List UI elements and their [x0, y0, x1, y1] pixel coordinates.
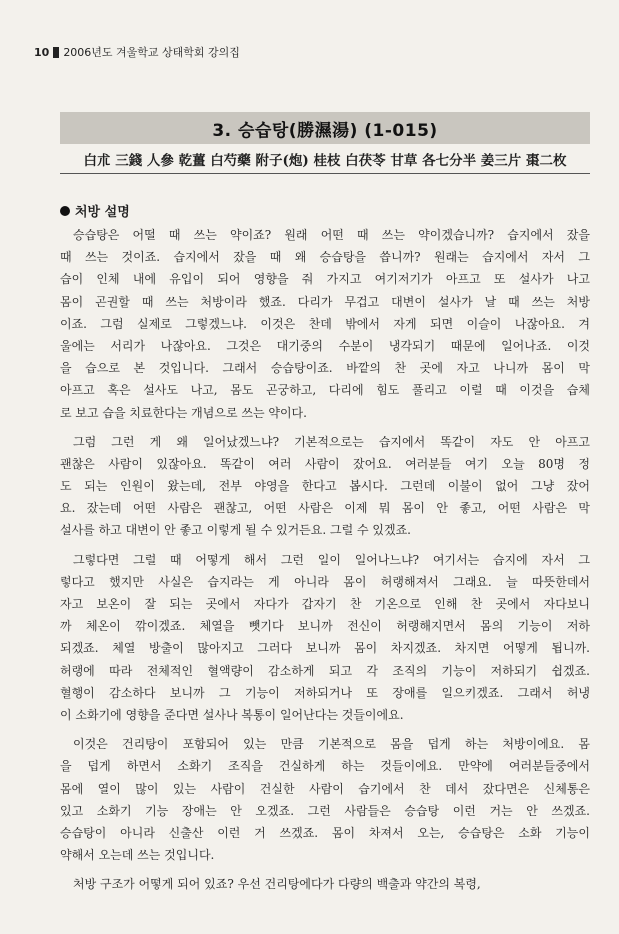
paragraph-line: 약해서 오는데 쓰는 것입니다.: [60, 848, 215, 863]
paragraph-line: 혈행이 감소하다 보니까 그 기능이 저하되거나 또 장애를 일으키겠죠. 그래서 허냉: [60, 685, 590, 700]
paragraph-gap: [60, 866, 590, 873]
page-number: 10: [34, 45, 50, 59]
body-text: [60, 224, 590, 895]
paragraph-line: 이것은 건리탕이 포함되어 있는 만큼 기본적으로 몸을 덥게 하는 처방이에요. 몸: [73, 737, 590, 752]
page-header: [34, 44, 240, 60]
section-title: 3. 승습탕(勝濕湯) (1-015): [212, 120, 438, 141]
paragraph-line: 이죠. 그럼 실제로 그렇겠느냐. 이것은 찬데 밖에서 자게 되면 이슬이 나잖아요. 겨: [60, 316, 590, 331]
section-title-band: [60, 112, 590, 144]
paragraph-line: 렇다고 했지만 사실은 습지라는 게 아니라 몸이 허랭해져서 그래요. 늘 따뜻한데서: [60, 574, 590, 589]
paragraph-line: 아프고 혹은 설사도 나고, 몸도 곤궁하고, 다리에 힘도 풀리고 이럴 때 이것을 습체: [60, 383, 590, 398]
paragraph-line: 을 습으로 본 것입니다. 그래서 승습탕이죠. 바깥의 찬 곳에 자고 나니까 몸이 막: [60, 361, 590, 376]
paragraph-line: 승습탕이 아니라 신출산 이런 거 쓰겠죠. 몸이 차져서 오는, 승습탕은 소화 기능이: [60, 825, 590, 840]
paragraph-line: 몸이 곤권할 때 쓰는 처방이라 했죠. 다리가 무겁고 대변이 설사가 날 때 쓰는 처방: [60, 294, 590, 309]
paragraph-gap: [60, 424, 590, 431]
paragraph-line: 허랭에 따라 전체적인 혈액량이 감소하게 되고 각 조직의 기능이 저하되기 쉽겠죠.: [60, 663, 590, 678]
section-heading-text: 처방 설명: [75, 205, 130, 220]
bullet-icon: [60, 206, 70, 216]
paragraph-line: 자고 보온이 잘 되는 곳에서 자다가 갑자기 찬 기온으로 인해 찬 곳에서 자다보니: [60, 597, 590, 611]
paragraph-line: 때 쓰는 것이죠. 습지에서 잤을 때 왜 승습탕을 씁니까? 원래는 습지에서 자서 그: [60, 250, 590, 265]
paragraph-gap: [60, 726, 590, 733]
paragraph-gap: [60, 542, 590, 549]
paragraph: [60, 431, 590, 542]
paragraph-line: 습이 인체 내에 유입이 되어 영향을 줘 가지고 여기저기가 아프고 또 설사가 나고: [60, 272, 590, 287]
paragraph-line: 몸에 열이 많이 있는 사람이 건실한 사람이 습기에서 찬 데서 잤다면은 신체통은: [60, 781, 590, 796]
paragraph-line: 설사를 하고 대변이 안 좋고 이렇게 될 수 있거든요. 그럴 수 있겠죠.: [60, 523, 411, 538]
prescription-ingredients: [60, 148, 590, 170]
paragraph-line: 요. 잤는데 어떤 사람은 괜찮고, 어떤 사람은 이제 뭐 몸이 안 좋고, 어떤 사람은 막: [60, 501, 590, 516]
paragraph-line: 이 소화기에 영향을 준다면 설사나 복통이 일어난다는 것들이에요.: [60, 707, 404, 722]
paragraph: [60, 733, 590, 866]
paragraph: [60, 224, 590, 424]
ingredients-text: 白朮 三錢 人參 乾薑 白芍藥 附子(炮) 桂枝 白茯苓 甘草 各七分半 姜三片 棗二枚: [83, 153, 567, 169]
paragraph-line: 승습탕은 어떨 때 쓰는 약이죠? 원래 어떤 때 쓰는 약이겠습니까? 습지에서 잤을: [73, 228, 590, 242]
paragraph: [60, 549, 590, 727]
paragraph-line: 되겠죠. 체열 방출이 많아지고 그러다 보니까 몸이 차지겠죠. 차지면 어떻게 됩니까.: [60, 641, 590, 656]
paragraph-line: 울에는 서리가 나잖아요. 그것은 대기중의 수분이 냉각되기 때문에 일어나죠. 이것: [60, 338, 590, 353]
paragraph: [60, 873, 590, 895]
paragraph-line: 그럼 그런 게 왜 일어났겠느냐? 기본적으로는 습지에서 똑같이 자도 안 아프고: [73, 434, 590, 449]
section-heading: [60, 201, 130, 220]
book-title: 2006년도 겨울학교 상태학회 강의집: [63, 46, 240, 59]
paragraph-line: 로 보고 습을 치료한다는 개념으로 쓰는 약이다.: [60, 405, 307, 420]
divider-rule: [60, 173, 590, 174]
page-marker-block: [53, 47, 59, 58]
paragraph-line: 그렇다면 그럴 때 어떻게 해서 그런 일이 일어나느냐? 여기서는 습지에 자서 그: [73, 552, 590, 567]
paragraph-line: 처방 구조가 어떻게 되어 있죠? 우선 건리탕에다가 다량의 백출과 약간의 복령,: [73, 877, 481, 892]
paragraph-line: 있고 소화기 기능 장애는 안 오겠죠. 그런 사람들은 승습탕 이런 거는 안 쓰겠죠.: [60, 803, 590, 818]
paragraph-line: 도 되는 인원이 왔는데, 전부 야영을 한다고 봅시다. 그런데 이불이 없어 그냥 잤어: [60, 479, 590, 494]
paragraph-line: 을 덥게 하면서 소화기 조직을 건실하게 하는 것들이에요. 만약에 여러분들중에서: [60, 759, 590, 774]
paragraph-line: 괜찮은 사람이 있잖아요. 똑같이 여러 사람이 잤어요. 여러분들 여기 오늘 80명 정: [60, 456, 590, 471]
paragraph-line: 까 체온이 깎이겠죠. 체열을 뺏기다 보니까 전신이 허랭해지면서 몸의 기능이 저하: [60, 619, 590, 634]
